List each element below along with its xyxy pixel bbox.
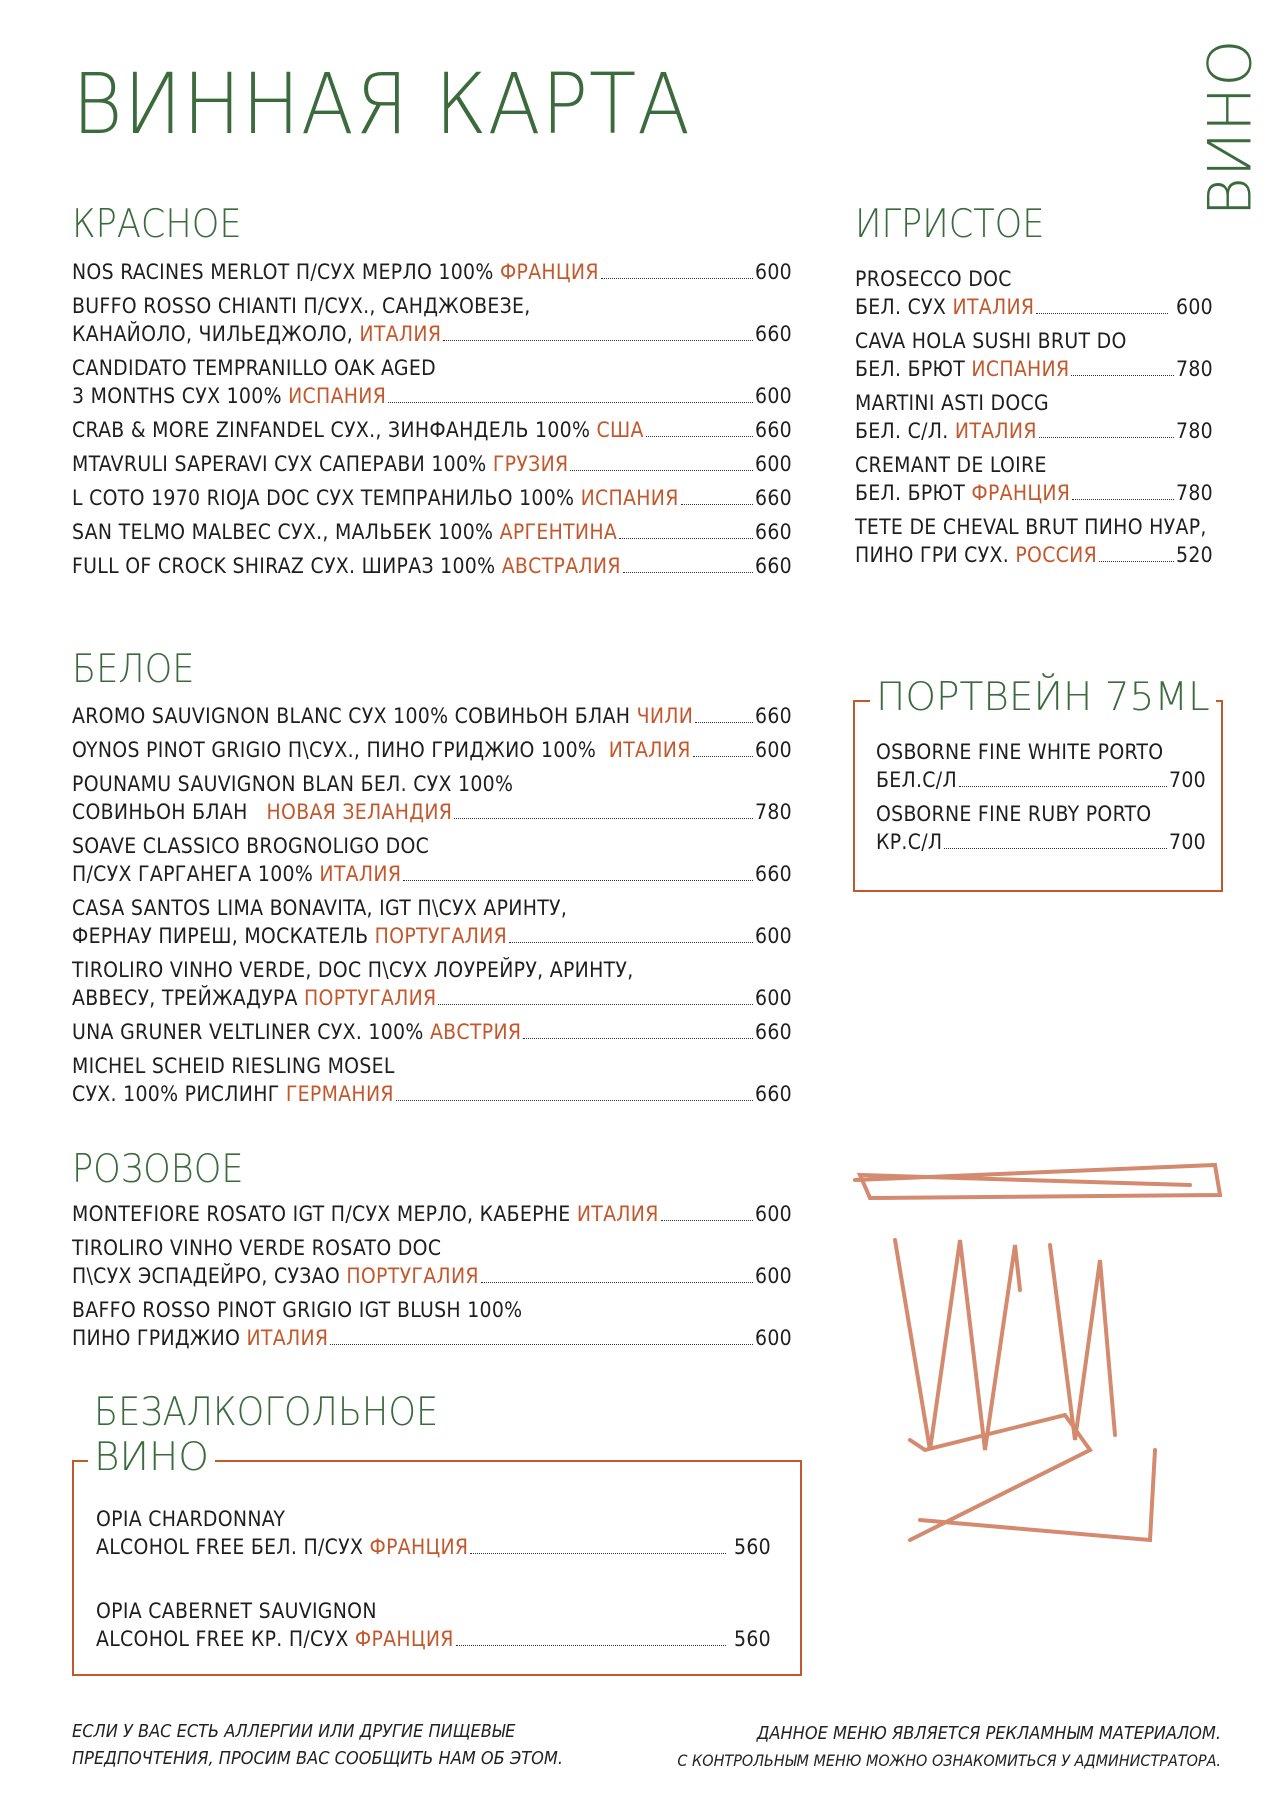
sparkling-wine-list — [855, 265, 1213, 569]
wine-name: FULL OF CROCK SHIRAZ СУХ. ШИРАЗ 100% — [72, 554, 502, 578]
wine-name: AROMO SAUVIGNON BLANC СУХ 100% СОВИНЬОН БЛАН — [72, 704, 637, 728]
wine-item — [72, 1052, 792, 1108]
wine-price: 600 — [755, 986, 792, 1010]
wine-name: ALCOHOL FREE КР. П/СУХ — [96, 1627, 355, 1651]
wine-price: 660 — [755, 554, 792, 578]
wine-name: MICHEL SCHEID RIESLING MOSEL — [72, 1054, 395, 1078]
wine-name: L COTO 1970 RIOJA DOC СУХ ТЕМПРАНИЛЬО 100% — [72, 486, 581, 510]
wine-item — [855, 327, 1213, 383]
port-wine-list — [876, 738, 1206, 856]
wine-item — [72, 416, 792, 444]
dot-leader — [623, 572, 753, 573]
wine-price: 600 — [755, 738, 792, 762]
wine-country: ИТАЛИЯ — [954, 419, 1037, 443]
wine-name: PROSECCO DOC — [855, 267, 1012, 291]
wine-item — [72, 354, 792, 410]
wine-country: АВСТРАЛИЯ — [501, 554, 621, 578]
wine-name: OSBORNE FINE WHITE PORTO — [876, 740, 1164, 764]
dot-leader — [646, 436, 753, 437]
wine-name: ФЕРНАУ ПИРЕШ, МОСКАТЕЛЬ — [72, 924, 375, 948]
wine-name: СОВИНЬОН БЛАН — [72, 800, 267, 824]
dot-leader — [619, 538, 753, 539]
wine-country: ИСПАНИЯ — [580, 486, 679, 510]
wine-name: БЕЛ. БРЮТ — [855, 481, 972, 505]
wine-price: 660 — [755, 862, 792, 886]
wine-country: ГРУЗИЯ — [492, 452, 569, 476]
wine-item — [72, 518, 792, 546]
dot-leader — [456, 1645, 726, 1646]
wine-country: США — [596, 418, 644, 442]
wine-country: ГЕРМАНИЯ — [285, 1082, 394, 1106]
dot-leader — [1072, 499, 1174, 500]
wine-name: UNA GRUNER VELTLINER СУХ. 100% — [72, 1020, 430, 1044]
wine-country: ИТАЛИЯ — [359, 322, 442, 346]
wine-name: П/СУХ ГАРГАНЕГА 100% — [72, 862, 320, 886]
wine-country: РОССИЯ — [1015, 543, 1098, 567]
wine-price: 600 — [755, 1264, 792, 1288]
wine-price: 660 — [755, 322, 792, 346]
wine-country: ФРАНЦИЯ — [499, 260, 599, 284]
wine-name: MTAVRULI SAPERAVI СУХ САПЕРАВИ 100% — [72, 452, 493, 476]
advertising-note: ДАННОЕ МЕНЮ ЯВЛЯЕТСЯ РЕКЛАМНЫМ МАТЕРИАЛОМ. С КОНТРОЛЬНЫМ МЕНЮ МОЖНО ОЗНАКОМИТЬСЯ У АДМИНИСТРАТОРА. — [677, 1723, 1221, 1770]
wine-name: CAVA HOLA SUSHI BRUT DO — [855, 329, 1127, 353]
wine-price: 600 — [755, 924, 792, 948]
dot-leader — [1099, 561, 1174, 562]
wine-country: ИСПАНИЯ — [288, 384, 387, 408]
wine-price: 560 — [727, 1535, 771, 1559]
category-sparkling-title: ИГРИСТОЕ — [855, 202, 1045, 247]
wine-name: POUNAMU SAUVIGNON BLAN БЕЛ. СУХ 100% — [72, 772, 514, 796]
wine-name: MARTINI ASTI DOCG — [855, 391, 1049, 415]
wine-name: КАНАЙОЛО, ЧИЛЬЕДЖОЛО, — [72, 322, 360, 346]
wine-price: 660 — [755, 1082, 792, 1106]
wine-country: ПОРТУГАЛИЯ — [346, 1264, 479, 1288]
category-port-title: ПОРТВЕЙН 75ML — [870, 678, 1216, 717]
wine-name: OPIA CHARDONNAY — [96, 1507, 286, 1531]
wine-name: БЕЛ. СУХ — [855, 295, 953, 319]
wine-country: ПОРТУГАЛИЯ — [304, 986, 437, 1010]
wine-country: ФРАНЦИЯ — [354, 1627, 454, 1651]
wine-name: BUFFO ROSSO CHIANTI П/СУХ., САНДЖОВЕЗЕ, — [72, 294, 531, 318]
dot-leader — [944, 848, 1167, 849]
wine-item — [72, 770, 792, 826]
wine-name: АВВЕСУ, ТРЕЙЖАДУРА — [72, 986, 305, 1010]
wine-price: 560 — [727, 1627, 771, 1651]
category-nonalc-title-2: ВИНО — [88, 1438, 215, 1477]
wine-price: 600 — [755, 1326, 792, 1350]
wine-country: АВСТРИЯ — [429, 1020, 522, 1044]
red-wine-list — [72, 258, 792, 580]
dot-leader — [509, 942, 753, 943]
wine-price: 660 — [755, 704, 792, 728]
wine-name: OPIA CABERNET SAUVIGNON — [96, 1599, 377, 1623]
category-white-title: БЕЛОЕ — [72, 647, 195, 692]
wine-item — [876, 800, 1206, 856]
wine-item — [72, 1018, 792, 1046]
wine-country: ФРАНЦИЯ — [971, 481, 1071, 505]
category-nonalc-title-1: БЕЗАЛКОГОЛЬНОЕ — [94, 1390, 439, 1435]
wine-price: 600 — [755, 1202, 792, 1226]
wine-price: 660 — [755, 418, 792, 442]
wine-price: 520 — [1176, 543, 1213, 567]
wine-price: 600 — [755, 260, 792, 284]
wine-name: БЕЛ. БРЮТ — [855, 357, 972, 381]
wine-item — [72, 736, 792, 764]
wine-name: СУХ. 100% РИСЛИНГ — [72, 1082, 286, 1106]
wine-name: OYNOS PINOT GRIGIO П\СУХ., ПИНО ГРИДЖИО 100% — [72, 738, 609, 762]
wine-item — [96, 1597, 771, 1653]
wine-country: ПОРТУГАЛИЯ — [374, 924, 508, 948]
wine-name: ПИНО ГРИДЖИО — [72, 1326, 247, 1350]
wine-price: 700 — [1169, 768, 1206, 792]
wine-name: SOAVE CLASSICO BROGNOLIGO DOC — [72, 834, 430, 858]
dot-leader — [396, 1100, 753, 1101]
side-label: ВИНО — [1195, 39, 1265, 216]
wine-name: SAN TELMO MALBEC СУХ., МАЛЬБЕК 100% — [72, 520, 500, 544]
wine-price: 780 — [1176, 357, 1213, 381]
wine-price: 780 — [1176, 419, 1213, 443]
wine-price: 660 — [755, 520, 792, 544]
wine-country: ИТАЛИЯ — [608, 738, 691, 762]
wine-name: NOS RACINES MERLOT П/СУХ МЕРЛО 100% — [72, 260, 500, 284]
wine-name: TETE DE CHEVAL BRUT ПИНО НУАР, — [855, 515, 1207, 539]
dot-leader — [454, 818, 753, 819]
wine-price: 700 — [1169, 830, 1206, 854]
wine-item — [72, 1234, 792, 1290]
nonalc-wine-list — [96, 1505, 771, 1653]
wine-item — [855, 265, 1213, 321]
wine-country: ИТАЛИЯ — [319, 862, 402, 886]
allergy-note: ЕСЛИ У ВАС ЕСТЬ АЛЛЕРГИИ ИЛИ ДРУГИЕ ПИЩЕВЫЕ ПРЕДПОЧТЕНИЯ, ПРОСИМ ВАС СООБЩИТЬ НАМ ОБ ЭТОМ. — [72, 1721, 563, 1769]
wine-item — [855, 513, 1213, 569]
dot-leader — [661, 1220, 753, 1221]
wine-name: MONTEFIORE ROSATO IGT П/СУХ МЕРЛО, КАБЕРНЕ — [72, 1202, 577, 1226]
dot-leader — [695, 722, 753, 723]
dot-leader — [443, 340, 753, 341]
wine-name: TIROLIRO VINHO VERDE ROSATO DOC — [72, 1236, 442, 1260]
wine-item — [855, 451, 1213, 507]
wine-name: КР.С/Л — [876, 830, 943, 854]
dot-leader — [403, 880, 753, 881]
wine-item — [96, 1505, 771, 1561]
dot-leader — [1039, 437, 1174, 438]
wine-item — [72, 292, 792, 348]
wine-name: OSBORNE FINE RUBY PORTO — [876, 802, 1152, 826]
dot-leader — [601, 278, 753, 279]
wine-item — [72, 894, 792, 950]
wine-country: ФРАНЦИЯ — [369, 1535, 469, 1559]
dot-leader — [959, 786, 1167, 787]
wine-country: ИСПАНИЯ — [971, 357, 1070, 381]
rose-wine-list — [72, 1200, 792, 1352]
category-rose-title: РОЗОВОЕ — [72, 1147, 244, 1192]
wine-country: НОВАЯ ЗЕЛАНДИЯ — [266, 800, 453, 824]
category-red-title: КРАСНОЕ — [72, 202, 242, 247]
wine-name: БЕЛ.С/Л — [876, 768, 957, 792]
dot-leader — [523, 1038, 753, 1039]
wine-item — [72, 1200, 792, 1228]
page-title: ВИННАЯ КАРТА — [72, 55, 691, 153]
dot-leader — [1071, 375, 1174, 376]
dot-leader — [1036, 313, 1167, 314]
dot-leader — [693, 756, 753, 757]
wine-price: 600 — [755, 452, 792, 476]
wine-price: 780 — [1176, 481, 1213, 505]
white-wine-list — [72, 702, 792, 1108]
wine-price: 600 — [755, 384, 792, 408]
wine-price: 600 — [1169, 295, 1213, 319]
dot-leader — [570, 470, 753, 471]
wine-item — [72, 258, 792, 286]
wine-price: 660 — [755, 486, 792, 510]
wine-country: ИТАЛИЯ — [576, 1202, 659, 1226]
wine-name: BAFFO ROSSO PINOT GRIGIO IGT BLUSH 100% — [72, 1298, 523, 1322]
wine-name: CASA SANTOS LIMA BONAVITA, IGT П\СУХ АРИНТУ, — [72, 896, 568, 920]
wine-item — [72, 702, 792, 730]
dot-leader — [330, 1344, 753, 1345]
wine-item — [72, 484, 792, 512]
wine-item — [855, 389, 1213, 445]
abstract-glass-line-art-icon — [850, 1150, 1230, 1580]
dot-leader — [438, 1004, 753, 1005]
wine-country: ИТАЛИЯ — [952, 295, 1035, 319]
wine-name: CANDIDATO TEMPRANILLO OAK AGED — [72, 356, 436, 380]
wine-item — [72, 552, 792, 580]
wine-country: ИТАЛИЯ — [246, 1326, 329, 1350]
wine-country: АРГЕНТИНА — [499, 520, 618, 544]
dot-leader — [388, 402, 753, 403]
wine-country: ЧИЛИ — [636, 704, 694, 728]
dot-leader — [481, 1282, 753, 1283]
wine-item — [72, 956, 792, 1012]
wine-price: 660 — [755, 1020, 792, 1044]
wine-name: 3 MONTHS СУХ 100% — [72, 384, 289, 408]
wine-item — [72, 832, 792, 888]
wine-item — [72, 450, 792, 478]
dot-leader — [681, 504, 753, 505]
wine-price: 780 — [755, 800, 792, 824]
wine-item — [876, 738, 1206, 794]
wine-item — [72, 1296, 792, 1352]
wine-name: П\СУХ ЭСПАДЕЙРО, СУЗАО — [72, 1264, 347, 1288]
wine-name: ПИНО ГРИ СУХ. — [855, 543, 1016, 567]
wine-name: ALCOHOL FREE БЕЛ. П/СУХ — [96, 1535, 370, 1559]
wine-name: БЕЛ. С/Л. — [855, 419, 955, 443]
wine-name: CRAB & MORE ZINFANDEL СУХ., ЗИНФАНДЕЛЬ 100% — [72, 418, 597, 442]
wine-name: CREMANT DE LOIRE — [855, 453, 1047, 477]
wine-name: TIROLIRO VINHO VERDE, DOC П\СУХ ЛОУРЕЙРУ, АРИНТУ, — [72, 958, 634, 982]
dot-leader — [470, 1553, 725, 1554]
